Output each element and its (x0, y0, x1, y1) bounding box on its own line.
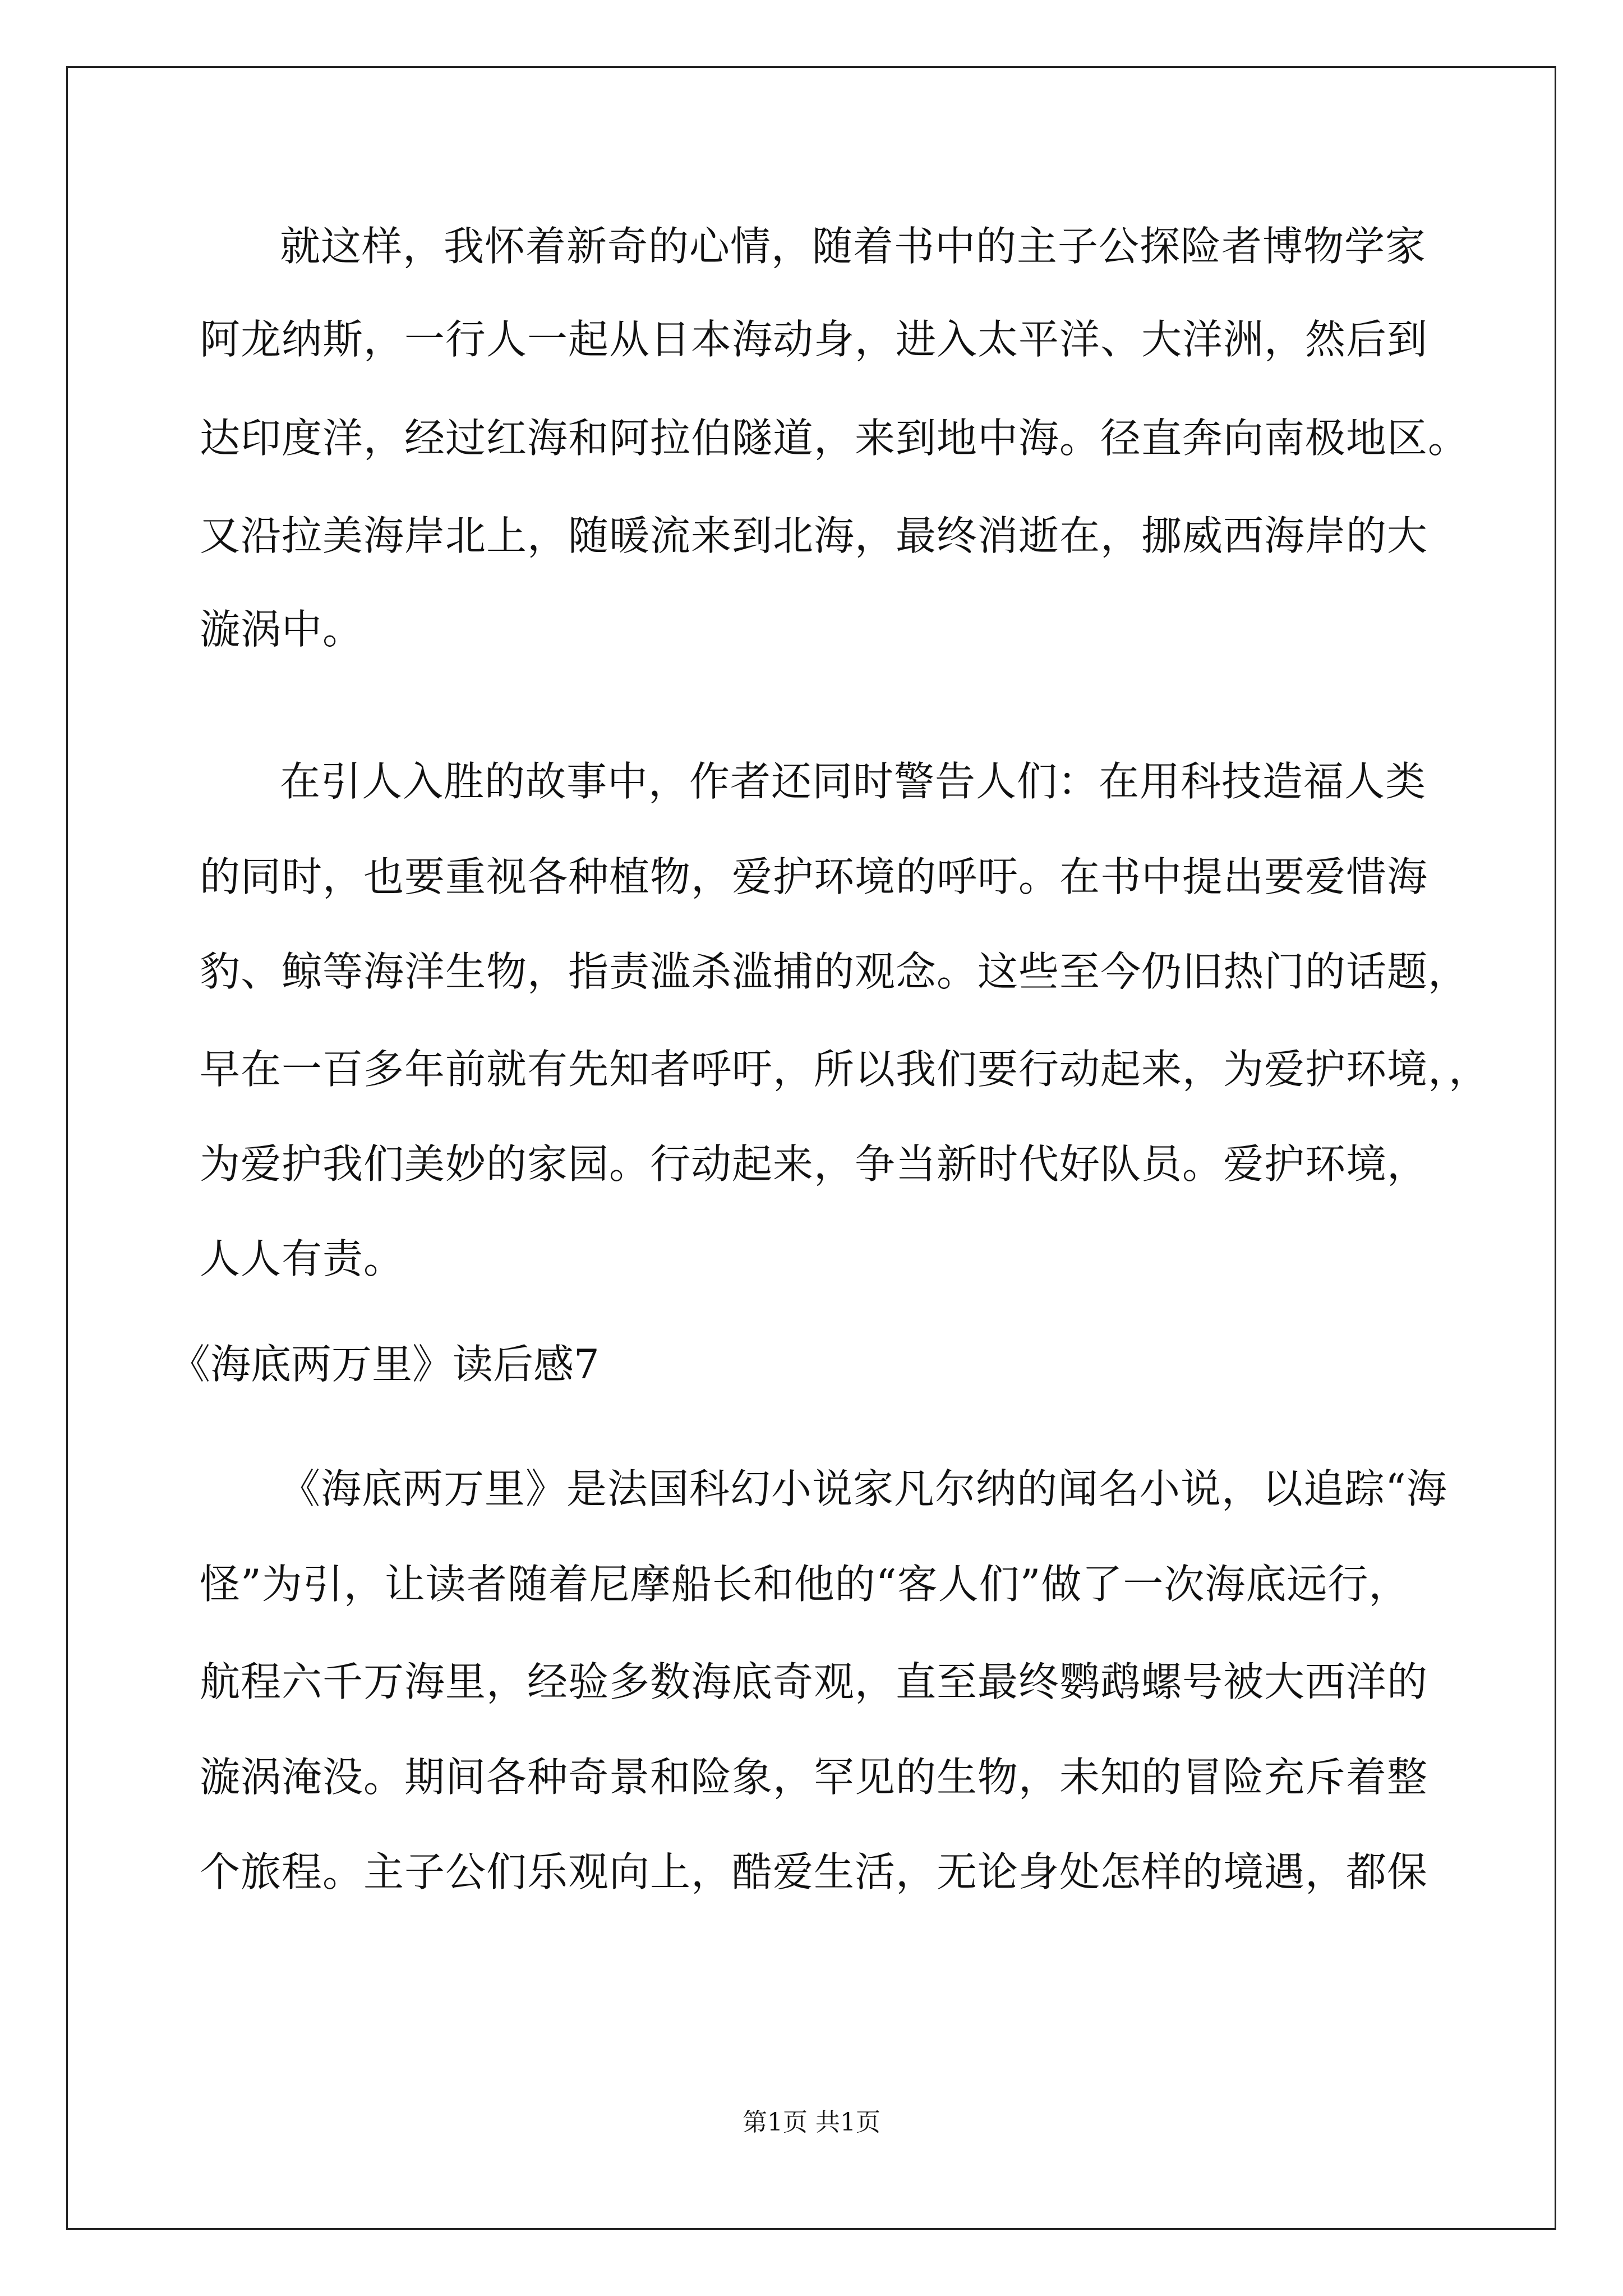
paragraph-1-line-5: 漩涡中。 (200, 606, 364, 653)
section-paragraph-line-5: 个旅程。主子公们乐观向上，酷爱生活，无论身处怎样的境遇，都保 (200, 1848, 1428, 1895)
section-paragraph-line-1: 《海底两万里》是法国科幻小说家凡尔纳的闻名小说，以追踪“海 (280, 1465, 1447, 1512)
paragraph-1-line-1: 就这样，我怀着新奇的心情，随着书中的主子公探险者博物学家 (280, 223, 1427, 270)
paragraph-2-line-2: 的同时，也要重视各种植物，爱护环境的呼吁。在书中提出要爱惜海 (200, 853, 1428, 900)
paragraph-1-line-2: 阿龙纳斯，一行人一起从日本海动身，进入太平洋、大洋洲，然后到 (200, 316, 1428, 363)
paragraph-2-line-4: 早在一百多年前就有先知者呼吁，所以我们要行动起来，为爱护环境，， (200, 1046, 1490, 1093)
page-number: 第1页 共1页 (743, 2108, 880, 2137)
paragraph-1-line-4: 又沿拉美海岸北上，随暖流来到北海，最终消逝在，挪威西海岸的大 (200, 512, 1428, 559)
paragraph-2-line-3: 豹、鲸等海洋生物，指责滥杀滥捕的观念。这些至今仍旧热门的话题， (200, 948, 1469, 995)
section-paragraph-line-2: 怪”为引，让读者随着尼摩船长和他的“客人们”做了一次海底远行， (200, 1561, 1410, 1608)
paragraph-2-line-6: 人人有责。 (200, 1235, 405, 1282)
paragraph-1-line-3: 达印度洋，经过红海和阿拉伯隧道，来到地中海。径直奔向南极地区。 (200, 415, 1469, 462)
section-paragraph-line-4: 漩涡淹没。期间各种奇景和险象，罕见的生物，未知的冒险充斥着整 (200, 1754, 1428, 1801)
section-paragraph-line-3: 航程六千万海里，经验多数海底奇观，直至最终鹦鹉螺号被大西洋的 (200, 1658, 1428, 1705)
section-heading: 《海底两万里》读后感7 (170, 1341, 600, 1388)
paragraph-2-line-5: 为爱护我们美妙的家园。行动起来，争当新时代好队员。爱护环境， (200, 1140, 1428, 1188)
paragraph-2-line-1: 在引人入胜的故事中，作者还同时警告人们：在用科技造福人类 (280, 758, 1427, 805)
